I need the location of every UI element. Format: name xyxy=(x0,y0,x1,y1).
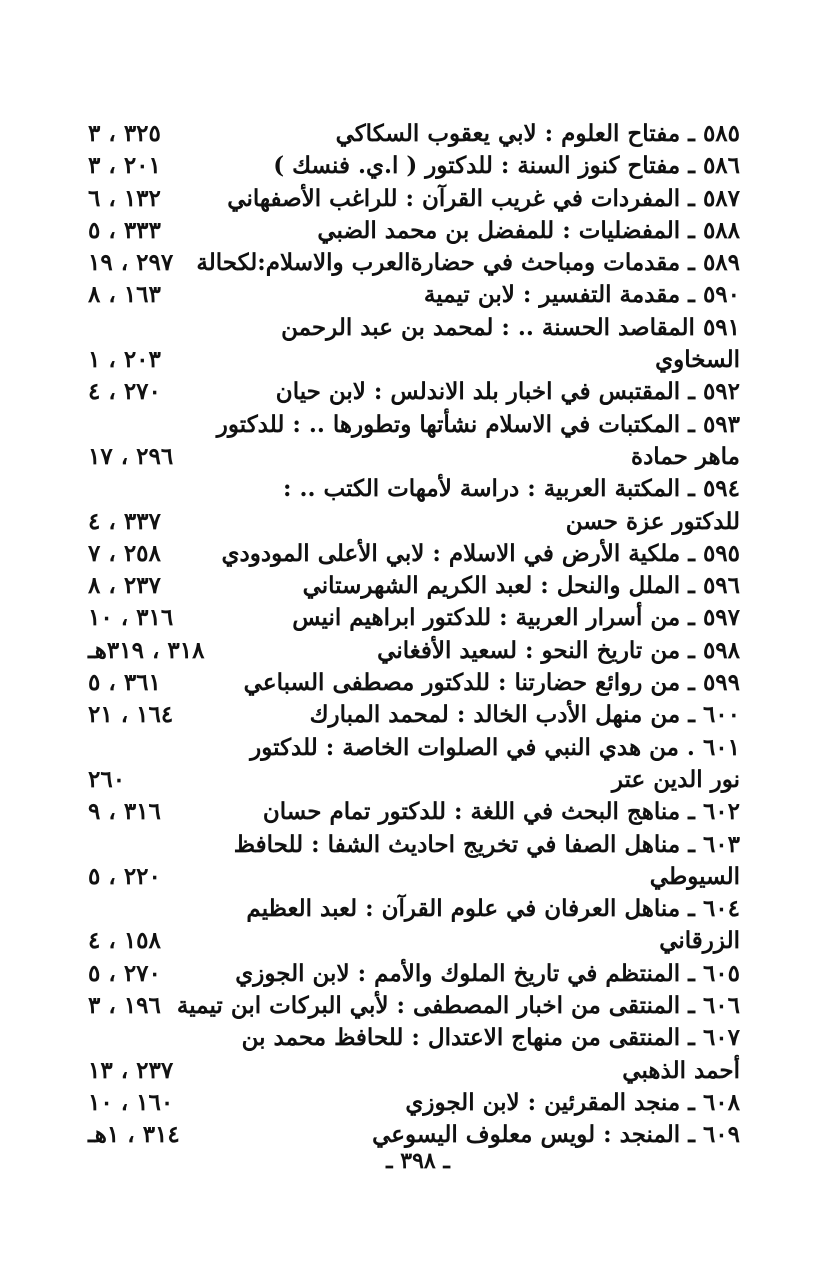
entry-title: ٥٨٩ ـ مقدمات ومباحث في حضارةالعرب والاسلام:لكحالة xyxy=(196,249,740,277)
entry-title-continuation: السخاوي xyxy=(655,346,740,374)
index-entry xyxy=(88,1022,740,1054)
index-entry xyxy=(88,893,740,925)
entry-page-reference: ١٥٨ ، ٤ xyxy=(88,927,161,955)
entry-title: ٦٠٣ ـ مناهل الصفا في تخريج احاديث الشفا : للحافظ xyxy=(233,830,740,858)
entry-page-reference: ٣١٨ ، ٣١٩هـ xyxy=(88,636,205,664)
entry-page-reference: ٣٦١ ، ٥ xyxy=(88,669,161,697)
entry-title-continuation: نور الدين عتر xyxy=(611,765,740,793)
index-entry xyxy=(88,796,740,828)
entry-title: ٦٠٩ ـ المنجد : لويس معلوف اليسوعي xyxy=(372,1121,740,1149)
index-entry xyxy=(88,473,740,505)
entry-page-reference: ٢٩٧ ، ١٩ xyxy=(88,249,174,277)
entry-page-reference: ٢٣٧ ، ١٣ xyxy=(88,1056,174,1084)
index-entry xyxy=(88,118,740,150)
index-entry xyxy=(88,732,740,764)
entry-title: ٥٩٩ ـ من روائع حضارتنا : للدكتور مصطفى السباعي xyxy=(243,669,740,697)
entry-title: ٦٠٧ ـ المنتقى من منهاج الاعتدال : للحافظ محمد بن xyxy=(241,1024,740,1052)
entry-title: ٥٨٥ ـ مفتاح العلوم : لابي يعقوب السكاكي xyxy=(335,120,740,147)
index-entry-continuation xyxy=(88,861,740,893)
entry-page-reference: ٢٣٧ ، ٨ xyxy=(88,572,161,600)
entry-title: ٦٠٤ ـ مناهل العرفان في علوم القرآن : لعبد العظيم xyxy=(246,895,740,923)
entry-title: ٥٩٥ ـ ملكية الأرض في الاسلام : لابي الأعلى المودودي xyxy=(221,539,740,567)
entry-page-reference: ٢٠١ ، ٣ xyxy=(88,152,161,180)
entry-title-continuation: للدكتور عزة حسن xyxy=(565,507,740,535)
index-entry xyxy=(88,312,740,344)
entry-page-reference: ٣٣٣ ، ٥ xyxy=(88,216,161,244)
entry-title: ٥٩٧ ـ من أسرار العربية : للدكتور ابراهيم انيس xyxy=(292,604,740,632)
entry-title-continuation: السيوطي xyxy=(649,862,740,890)
entry-page-reference: ٣١٦ ، ٩ xyxy=(88,798,161,826)
entry-title: ٥٩١ المقاصد الحسنة .. : لمحمد بن عبد الرحمن xyxy=(281,313,740,341)
page-number: ـ ٣٩٨ ـ xyxy=(386,1148,450,1174)
index-entry xyxy=(88,990,740,1022)
index-entry xyxy=(88,279,740,311)
entry-title: ٦٠٥ ـ المنتظم في تاريخ الملوك والأمم : لابن الجوزي xyxy=(235,959,740,987)
entry-title: ٥٩٨ ـ من تاريخ النحو : لسعيد الأفغاني xyxy=(377,636,740,664)
index-entry-continuation xyxy=(88,506,740,538)
index-entry xyxy=(88,829,740,861)
index-entry-continuation xyxy=(88,344,740,376)
index-entry xyxy=(88,602,740,634)
index-entry xyxy=(88,667,740,699)
entry-page-reference: ٢٦٠ xyxy=(88,765,126,793)
index-entry xyxy=(88,958,740,990)
entry-page-reference: ١٦٠ ، ١٠ xyxy=(88,1088,174,1116)
entry-title: ٦٠٦ ـ المنتقى من اخبار المصطفى : لأبي البركات ابن تيمية xyxy=(176,992,740,1020)
index-entry xyxy=(88,150,740,182)
entry-title: ٦٠١ . من هدي النبي في الصلوات الخاصة : للدكتور xyxy=(250,733,740,761)
entry-title: ٥٩٤ ـ المكتبة العربية : دراسة لأمهات الكتب .. : xyxy=(283,475,740,503)
index-entry-continuation xyxy=(88,925,740,957)
entry-title-continuation: أحمد الذهبي xyxy=(622,1056,740,1084)
entry-title: ٥٩٣ ـ المكتبات في الاسلام نشأتها وتطورها .. : للدكتور xyxy=(216,410,740,438)
entry-title-continuation: الزرقاني xyxy=(659,927,740,955)
entry-page-reference: ٣١٤ ، ١هـ xyxy=(88,1121,180,1149)
entry-title: ٥٩٢ ـ المقتبس في اخبار بلد الاندلس : لابن حيان xyxy=(275,378,740,406)
index-entry xyxy=(88,1087,740,1119)
entry-title: ٥٩٠ ـ مقدمة التفسير : لابن تيمية xyxy=(423,281,740,309)
entry-page-reference: ١٦٤ ، ٢١ xyxy=(88,701,174,729)
entry-page-reference: ٢٧٠ ، ٤ xyxy=(88,378,161,406)
entry-page-reference: ٣١٦ ، ١٠ xyxy=(88,604,174,632)
index-entry xyxy=(88,699,740,731)
entry-page-reference: ٣٢٥ ، ٣ xyxy=(88,120,161,147)
index-entry xyxy=(88,183,740,215)
index-entry xyxy=(88,570,740,602)
index-entry xyxy=(88,635,740,667)
index-entries xyxy=(88,118,740,1152)
entry-page-reference: ١٩٦ ، ٣ xyxy=(88,992,161,1020)
index-entry xyxy=(88,409,740,441)
entry-title: ٥٨٨ ـ المفضليات : للمفضل بن محمد الضبي xyxy=(317,216,740,244)
entry-page-reference: ١٣٢ ، ٦ xyxy=(88,184,161,212)
entry-title: ٦٠٨ ـ منجد المقرئين : لابن الجوزي xyxy=(405,1088,740,1116)
entry-page-reference: ٢٢٠ ، ٥ xyxy=(88,862,161,890)
index-entry xyxy=(88,247,740,279)
entry-page-reference: ٣٣٧ ، ٤ xyxy=(88,507,161,535)
entry-title: ٦٠٢ ـ مناهج البحث في اللغة : للدكتور تمام حسان xyxy=(262,798,740,826)
entry-page-reference: ٢٥٨ ، ٧ xyxy=(88,539,161,567)
entry-title: ٦٠٠ ـ من منهل الأدب الخالد : لمحمد المبارك xyxy=(309,701,740,729)
entry-page-reference: ١٦٣ ، ٨ xyxy=(88,281,161,309)
index-entry-continuation xyxy=(88,441,740,473)
entry-title: ٥٨٧ ـ المفردات في غريب القرآن : للراغب الأصفهاني xyxy=(227,184,740,212)
entry-page-reference: ٢٠٣ ، ١ xyxy=(88,346,161,374)
entry-page-reference: ٢٧٠ ، ٥ xyxy=(88,959,161,987)
entry-title: ٥٩٦ ـ الملل والنحل : لعبد الكريم الشهرستاني xyxy=(302,572,740,600)
index-entry xyxy=(88,215,740,247)
entry-title: ٥٨٦ ـ مفتاح كنوز السنة : للدكتور ( ا.ي. فنسك ) xyxy=(273,152,740,180)
index-entry-continuation xyxy=(88,1055,740,1087)
index-entry xyxy=(88,1119,740,1151)
entry-page-reference: ٢٩٦ ، ١٧ xyxy=(88,442,174,470)
index-entry-continuation xyxy=(88,764,740,796)
index-entry xyxy=(88,538,740,570)
index-entry xyxy=(88,376,740,408)
entry-title-continuation: ماهر حمادة xyxy=(631,442,740,470)
